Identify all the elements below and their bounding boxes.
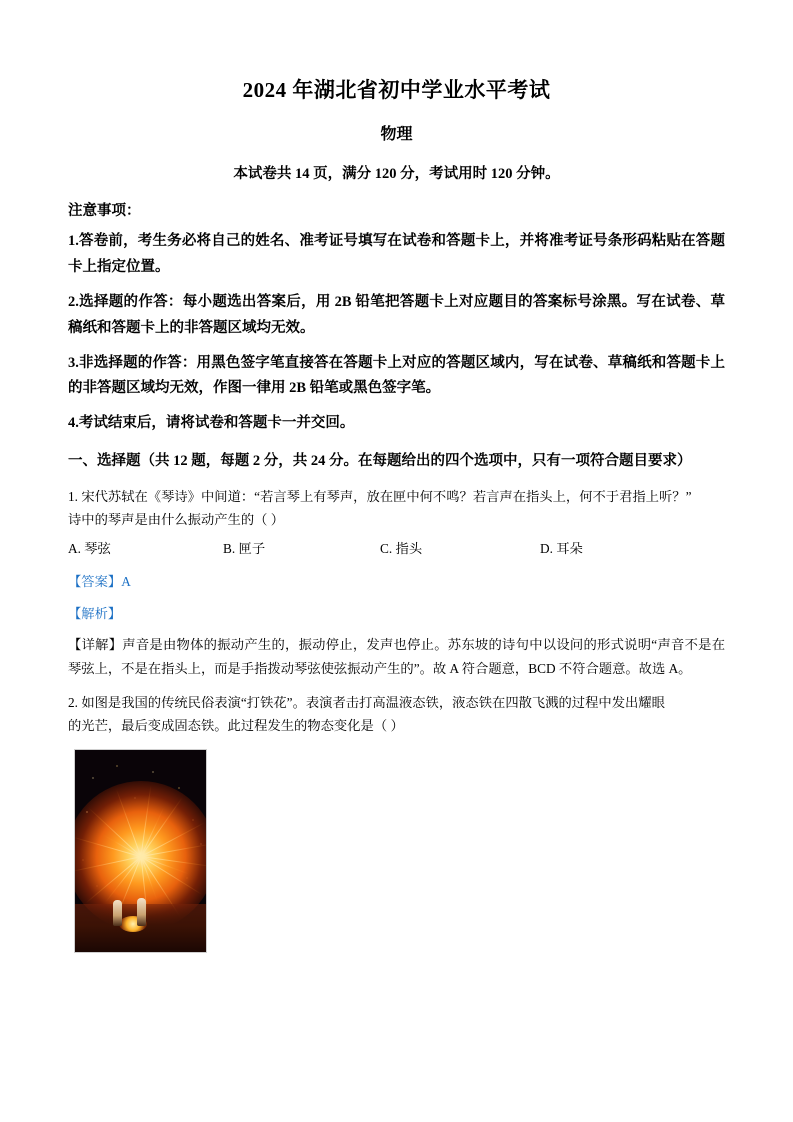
question-1 [68, 485, 725, 681]
question-2-stem-line2: 的光芒，最后变成固态铁。此过程发生的物态变化是（ ） [68, 718, 404, 734]
performer-2 [137, 898, 146, 926]
notice-item-1: 1.答卷前，考生务必将自己的姓名、准考证号填写在试卷和答题卡上，并将准考证号条形码粘贴在答题卡上指定位置。 [68, 233, 725, 276]
notice-heading: 注意事项： [68, 203, 141, 220]
question-1-option-d[interactable]: D. 耳朵 [540, 541, 583, 557]
page-title: 2024 年湖北省初中学业水平考试 [242, 78, 551, 102]
question-2-number: 2. [68, 694, 78, 710]
question-1-stem-line1 [68, 485, 725, 508]
question-1-stem-line2: 诗中的琴声是由什么振动产生的（ ） [68, 512, 285, 528]
exam-info: 本试卷共 14 页，满分 120 分，考试用时 120 分钟。 [233, 166, 560, 183]
daitiehua-photo [74, 749, 207, 953]
question-2-stem-text: 如图是我国的传统民俗表演“打铁花”。表演者击打高温液态铁，液态铁在四散飞溅的过程中发出耀眼 [81, 694, 665, 710]
question-1-option-b[interactable]: B. 匣子 [223, 541, 266, 557]
notice-item-2: 2.选择题的作答：每小题选出答案后，用 2B 铅笔把答题卡上对应题目的答案标号涂黑。写在试卷、草稿纸和答题卡上的非答题区域均无效。 [68, 293, 725, 336]
question-1-answer [68, 570, 725, 593]
question-2-figure [74, 749, 725, 953]
performer-1 [113, 900, 122, 926]
question-1-analysis-body: 【详解】声音是由物体的振动产生的，振动停止，发声也停止。苏东坡的诗句中以设问的形式说明“声音不是在琴弦上，不是在指头上，而是手指拨动琴弦使弦振动产生的”。故 A 符合题意，BCD 不符合题意。故选 A。 [68, 637, 725, 677]
question-2 [68, 691, 725, 954]
section-heading-choice: 一、选择题（共 12 题，每题 2 分，共 24 分。在每题给出的四个选项中，只有一项符合题目要求） [68, 452, 692, 469]
notice-item-4: 4.考试结束后，请将试卷和答题卡一并交回。 [68, 415, 355, 432]
question-1-number: 1. [68, 488, 78, 504]
question-1-options [68, 537, 725, 560]
question-1-answer-label: 【答案】 [68, 573, 122, 589]
notice-item-3: 3.非选择题的作答：用黑色签字笔直接答在答题卡上对应的答题区域内，写在试卷、草稿纸和答题卡上的非答题区域均无效，作图一律用 2B 铅笔或黑色签字笔。 [68, 354, 725, 397]
question-1-option-c[interactable]: C. 指头 [380, 541, 423, 557]
question-1-stem-text: 宋代苏轼在《琴诗》中间道：“若言琴上有琴声，放在匣中何不鸣？若言声在指头上，何不于君指上听？” [81, 488, 692, 504]
question-1-analysis-label: 【解析】 [68, 605, 122, 621]
question-2-stem-line1 [68, 691, 725, 714]
question-1-option-a[interactable]: A. 琴弦 [68, 541, 111, 557]
subject-title: 物理 [380, 126, 413, 144]
question-1-answer-value: A [121, 573, 131, 589]
